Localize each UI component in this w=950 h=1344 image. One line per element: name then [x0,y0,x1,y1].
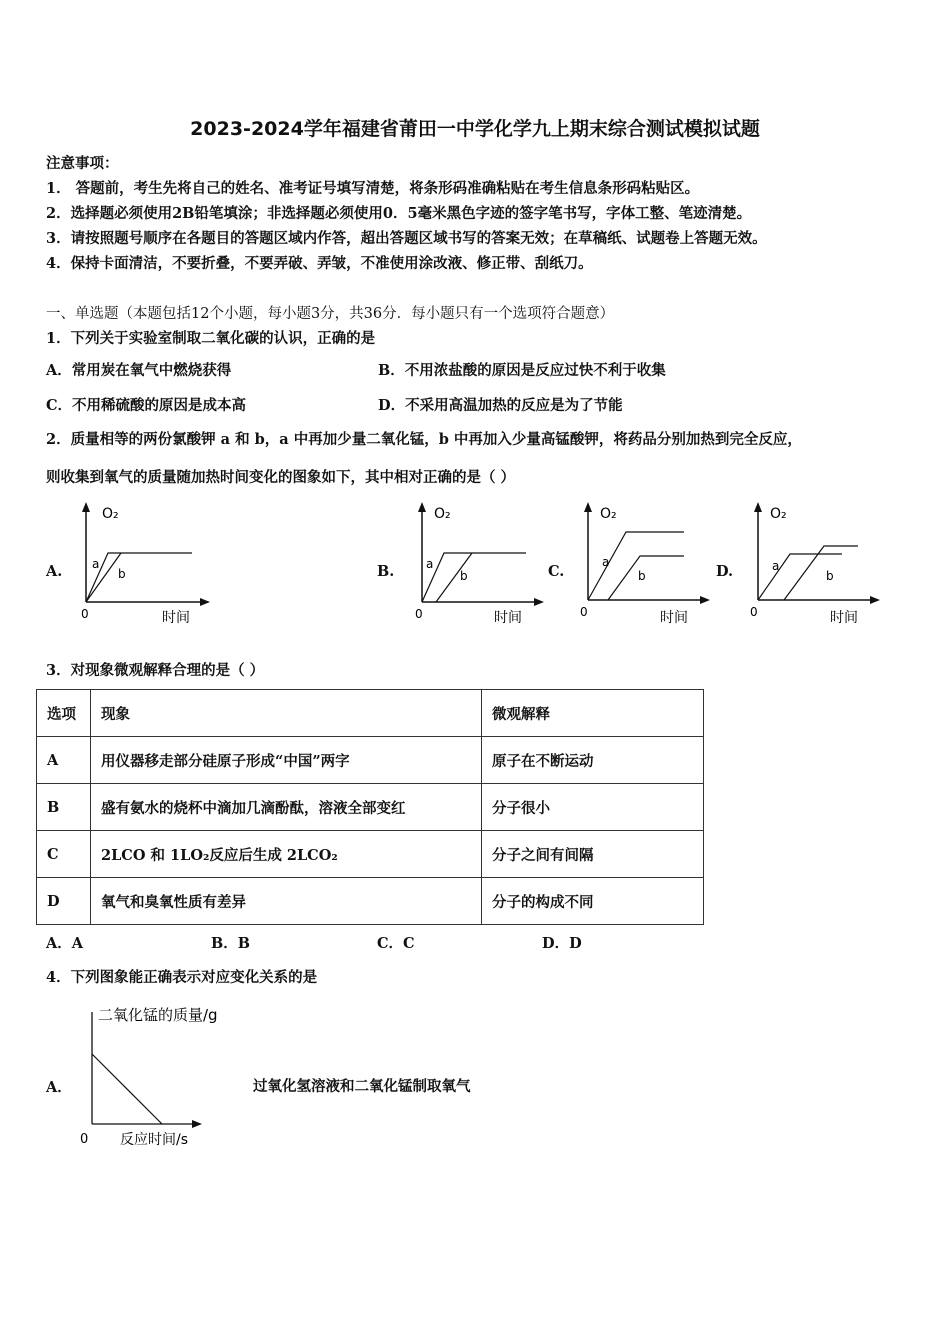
x-axis-arrow [534,598,544,606]
y-axis-label: O₂ [102,506,119,522]
table-cell: A [37,737,91,784]
q3-answer-a: A．A [46,935,84,952]
x-axis-label: 时间 [660,610,688,626]
x-axis-label: 时间 [494,610,522,626]
q3-table [36,689,704,925]
page-title: 2023-2024学年福建省莆田一中学化学九上期末综合测试模拟试题 [190,118,760,140]
table-cell: B [37,784,91,831]
curve-a [86,553,192,602]
origin-label: 0 [81,607,89,621]
y-axis-label: O₂ [600,506,617,522]
curve-b-label: b [638,569,646,583]
notice-item-2: 2．选择题必须使用2B铅笔填涂；非选择题必须使用0．5毫米黑色字迹的签字笔书写，字体工整、笔迹清楚。 [46,205,752,222]
table-cell: 用仪器移走部分硅原子形成“中国”两字 [91,737,482,784]
origin-label: 0 [415,607,423,621]
curve-a-label: a [426,557,434,571]
curve-line [92,1054,162,1124]
q4-option-a-label: A． [46,1079,72,1096]
y-axis-label: O₂ [434,506,451,522]
table-cell: 2LCO 和 1LO₂反应后生成 2LCO₂ [91,831,482,878]
q3-stem: 3．对现象微观解释合理的是（ ） [46,662,265,679]
x-axis-arrow [192,1120,202,1128]
table-cell: 盛有氨水的烧杯中滴加几滴酚酞，溶液全部变红 [91,784,482,831]
section-heading: 一、单选题（本题包括12个小题，每小题3分，共36分．每小题只有一个选项符合题意） [46,306,615,322]
q3-answer-b: B．B [211,935,251,952]
q2-option-a-label: A. [46,563,63,580]
y-axis-arrow [418,502,426,512]
x-axis-arrow [870,596,880,604]
q2-graph-d [746,500,886,628]
table-row [37,784,704,831]
table-cell: D [37,878,91,925]
origin-label: 0 [750,605,758,619]
curve-b [608,556,684,600]
q1-option-b: B．不用浓盐酸的原因是反应过快不利于收集 [378,362,666,379]
curve-a [422,553,526,602]
notice-item-3: 3．请按照题号顺序在各题目的答题区域内作答，超出答题区域书写的答案无效；在草稿纸、试题卷上答题无效。 [46,230,767,247]
q3-answer-d: D．D [542,935,582,952]
table-row [37,878,704,925]
q4-stem: 4．下列图象能正确表示对应变化关系的是 [46,969,318,986]
q2-option-b-label: B. [377,563,395,580]
curve-b-label: b [118,567,126,581]
table-cell: 原子在不断运动 [482,737,704,784]
y-axis-arrow [584,502,592,512]
q1-option-c: C．不用稀硫酸的原因是成本高 [46,397,247,414]
x-axis-arrow [700,596,710,604]
x-axis-arrow [200,598,210,606]
q1-stem: 1．下列关于实验室制取二氧化碳的认识，正确的是 [46,330,376,347]
table-cell: 分子的构成不同 [482,878,704,925]
y-axis-label: O₂ [770,506,787,522]
curve-b-label: b [460,569,468,583]
q4-graph-a [74,998,254,1150]
origin-label: 0 [580,605,588,619]
curve-a-label: a [602,555,610,569]
curve-b-label: b [826,569,834,583]
q2-stem-line2: 则收集到氧气的质量随加热时间变化的图象如下，其中相对正确的是（ ） [46,469,516,486]
q2-option-d-label: D. [716,563,734,580]
table-cell: 分子之间有间隔 [482,831,704,878]
y-axis-arrow [754,502,762,512]
q2-graph-a [76,500,216,628]
q2-option-c-label: C. [548,563,565,580]
x-axis-label: 时间 [162,610,190,626]
origin-label: 0 [80,1132,89,1147]
header-cell: 微观解释 [482,690,704,737]
curve-a-label: a [772,559,780,573]
curve-a-label: a [92,557,100,571]
x-axis-label: 时间 [830,610,858,626]
y-axis-arrow [82,502,90,512]
q1-option-d: D．不采用高温加热的反应是为了节能 [378,397,623,414]
notice-heading: 注意事项： [46,155,119,172]
table-cell: 氧气和臭氧性质有差异 [91,878,482,925]
q2-graph-c [576,500,716,628]
header-cell: 选项 [37,690,91,737]
table-row [37,737,704,784]
table-cell: 分子很小 [482,784,704,831]
header-cell: 现象 [91,690,482,737]
q2-graph-b [408,500,548,628]
q1-option-a: A．常用炭在氧气中燃烧获得 [46,362,232,379]
q3-answer-c: C．C [377,935,415,952]
notice-item-1: 1． 答题前，考生先将自己的姓名、准考证号填写清楚，将条形码准确粘贴在考生信息条形码粘贴区。 [46,180,700,197]
y-axis-label: 二氧化锰的质量/g [98,1006,218,1024]
q4-option-a-description: 过氧化氢溶液和二氧化锰制取氧气 [253,1078,471,1095]
table-header-row [37,690,704,737]
notice-item-4: 4．保持卡面清洁，不要折叠，不要弄破、弄皱，不准使用涂改液、修正带、刮纸刀。 [46,255,593,272]
x-axis-label: 反应时间/s [120,1132,189,1148]
q2-stem-line1: 2．质量相等的两份氯酸钾 a 和 b，a 中再加少量二氧化锰，b 中再加入少量高锰酸钾，将药品分别加热到完全反应， [46,431,802,448]
table-cell: C [37,831,91,878]
table-row [37,831,704,878]
